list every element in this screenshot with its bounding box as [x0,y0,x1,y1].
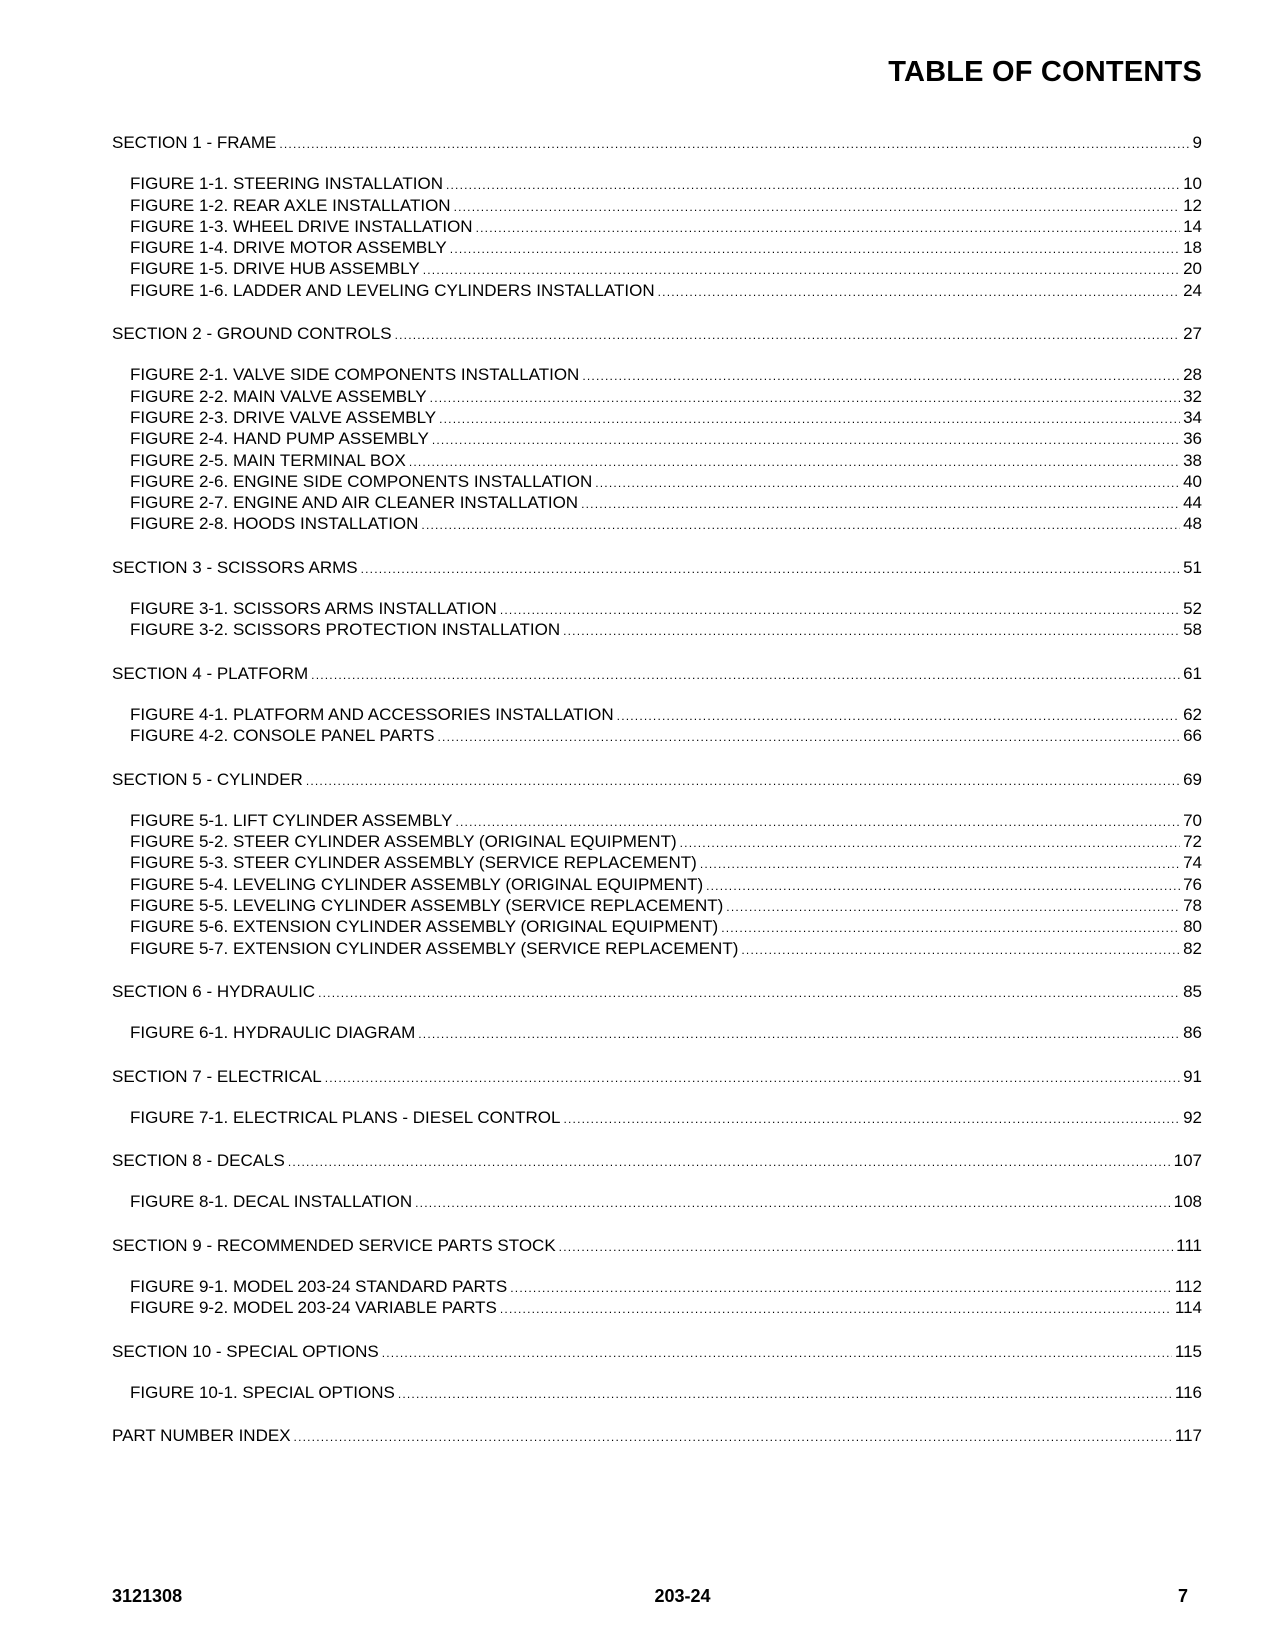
toc-entry-label: FIGURE 1-4. DRIVE MOTOR ASSEMBLY [130,238,447,258]
toc-entry-label: SECTION 2 - GROUND CONTROLS [112,324,392,344]
dot-leader [311,665,1180,686]
dot-leader [455,812,1180,833]
toc-entry-page: 27 [1183,324,1202,344]
toc-figure-entry[interactable] [112,173,1202,194]
toc-entry-page: 91 [1183,1066,1202,1086]
dot-leader [294,1427,1172,1448]
toc-entry-page: 66 [1183,726,1202,746]
toc-entry-page: 18 [1183,238,1202,258]
dot-leader [409,452,1180,473]
dot-leader [279,134,1189,155]
dot-leader [741,940,1180,961]
toc-figure-entry[interactable] [112,237,1202,258]
toc-entry-label: SECTION 3 - SCISSORS ARMS [112,557,358,577]
toc-entry-label: FIGURE 5-2. STEER CYLINDER ASSEMBLY (ORIGINAL EQUIPMENT) [130,832,677,852]
toc-figure-entry[interactable] [112,450,1202,471]
dot-leader [510,1278,1172,1299]
toc-entry-page: 117 [1174,1426,1202,1446]
toc-entry-label: FIGURE 1-5. DRIVE HUB ASSEMBLY [130,259,420,279]
toc-section-entry[interactable] [112,1235,1202,1256]
toc-entry-label: SECTION 8 - DECALS [112,1151,285,1171]
toc-entry-page: 38 [1183,450,1202,470]
toc-entry-page: 62 [1183,704,1202,724]
toc-section [112,557,1202,641]
toc-figure-entry[interactable] [112,386,1202,407]
toc-figure-entry[interactable] [112,258,1202,279]
toc-figure-entry[interactable] [112,428,1202,449]
toc-entry-page: 20 [1183,259,1202,279]
toc-entry-label: SECTION 4 - PLATFORM [112,663,309,683]
toc-entry-page: 9 [1192,133,1202,152]
dot-leader [582,366,1180,387]
dot-leader [617,706,1180,727]
dot-leader [421,515,1180,536]
dot-leader [563,1109,1180,1130]
toc-figure-entry[interactable] [112,1297,1202,1318]
toc-entry-page: 34 [1183,407,1202,427]
dot-leader [658,282,1180,303]
toc-entry-label: SECTION 7 - ELECTRICAL [112,1066,322,1086]
toc-entry-label: FIGURE 8-1. DECAL INSTALLATION [130,1192,413,1212]
toc-figure-entry[interactable] [112,280,1202,301]
toc-entry-page: 108 [1173,1192,1202,1212]
table-of-contents [112,132,1202,1468]
dot-leader [680,833,1180,854]
toc-entry-page: 36 [1183,429,1202,449]
dot-leader [432,430,1180,451]
toc-entry-label: FIGURE 2-5. MAIN TERMINAL BOX [130,450,406,470]
toc-entry-page: 28 [1183,365,1202,385]
toc-figure-entry[interactable] [112,916,1202,937]
toc-section [112,1425,1202,1446]
toc-entry-label: FIGURE 5-7. EXTENSION CYLINDER ASSEMBLY (SERVICE REPLACEMENT) [130,938,739,958]
toc-entry-page: 44 [1183,493,1202,513]
toc-figure-entry[interactable] [112,492,1202,513]
toc-entry-label: FIGURE 5-6. EXTENSION CYLINDER ASSEMBLY (ORIGINAL EQUIPMENT) [130,917,719,937]
toc-entry-label: FIGURE 1-2. REAR AXLE INSTALLATION [130,195,451,215]
toc-section [112,981,1202,1044]
page-title: TABLE OF CONTENTS [888,56,1202,88]
toc-section [112,1341,1202,1404]
dot-leader [726,897,1180,918]
toc-figure-entry[interactable] [112,1107,1202,1128]
toc-section [112,663,1202,747]
toc-entry-label: FIGURE 9-1. MODEL 203-24 STANDARD PARTS [130,1276,508,1296]
toc-entry-label: FIGURE 5-5. LEVELING CYLINDER ASSEMBLY (SERVICE REPLACEMENT) [130,896,724,916]
toc-figure-entry[interactable] [112,852,1202,873]
toc-entry-page: 70 [1183,810,1202,830]
toc-entry-page: 82 [1183,938,1202,958]
dot-leader [581,494,1180,515]
toc-entry-label: FIGURE 3-1. SCISSORS ARMS INSTALLATION [130,599,497,619]
toc-entry-page: 24 [1183,280,1202,300]
toc-entry-label: SECTION 9 - RECOMMENDED SERVICE PARTS STOCK [112,1235,556,1255]
toc-entry-label: FIGURE 1-1. STEERING INSTALLATION [130,174,443,194]
toc-figure-entry[interactable] [112,195,1202,216]
dot-leader [430,388,1180,409]
toc-section-entry[interactable] [112,981,1202,1002]
toc-figure-entry[interactable] [112,938,1202,959]
toc-entry-label: FIGURE 6-1. HYDRAULIC DIAGRAM [130,1023,416,1043]
dot-leader [500,1299,1172,1320]
toc-entry-page: 111 [1176,1235,1202,1255]
dot-leader [382,1343,1172,1364]
toc-section [112,1066,1202,1129]
dot-leader [446,175,1180,196]
dot-leader [439,409,1180,430]
dot-leader [423,260,1180,281]
dot-leader [398,1384,1172,1405]
toc-entry-label: SECTION 5 - CYLINDER [112,769,303,789]
dot-leader [438,727,1181,748]
toc-figure-entry[interactable] [112,704,1202,725]
toc-entry-label: SECTION 1 - FRAME [112,133,277,152]
page-number: 7 [1177,1586,1188,1606]
toc-section [112,769,1202,959]
toc-entry-page: 58 [1183,620,1202,640]
toc-entry-label: SECTION 10 - SPECIAL OPTIONS [112,1341,379,1361]
toc-entry-label: FIGURE 2-7. ENGINE AND AIR CLEANER INSTALLATION [130,493,579,513]
toc-figure-entry[interactable] [112,1382,1202,1403]
dot-leader [595,473,1180,494]
toc-entry-label: FIGURE 2-6. ENGINE SIDE COMPONENTS INSTALLATION [130,471,593,491]
dot-leader [559,1237,1174,1258]
toc-entry-page: 69 [1183,769,1202,789]
dot-leader [318,983,1180,1004]
toc-section [112,1150,1202,1213]
dot-leader [361,559,1180,580]
toc-section-entry[interactable] [112,132,1202,153]
toc-figure-entry[interactable] [112,1191,1202,1212]
dot-leader [476,218,1180,239]
toc-entry-page: 114 [1174,1298,1202,1318]
toc-figure-entry[interactable] [112,1276,1202,1297]
toc-section [112,132,1202,301]
document-number: 3121308 [112,1586,183,1606]
toc-entry-page: 116 [1174,1382,1202,1402]
toc-entry-page: 112 [1174,1276,1202,1296]
dot-leader [721,918,1180,939]
toc-section-entry[interactable] [112,769,1202,790]
toc-entry-page: 107 [1173,1151,1202,1171]
toc-entry-page: 92 [1183,1107,1202,1127]
toc-entry-label: FIGURE 4-1. PLATFORM AND ACCESSORIES INSTALLATION [130,704,614,724]
dot-leader [700,854,1180,875]
toc-entry-label: FIGURE 2-2. MAIN VALVE ASSEMBLY [130,386,427,406]
toc-entry-page: 72 [1183,832,1202,852]
toc-figure-entry[interactable] [112,725,1202,746]
toc-entry-page: 14 [1183,216,1202,236]
toc-entry-page: 80 [1183,917,1202,937]
toc-figure-entry[interactable] [112,895,1202,916]
dot-leader [418,1024,1180,1045]
toc-entry-page: 48 [1183,514,1202,534]
toc-section-entry[interactable] [112,323,1202,344]
toc-entry-page: 74 [1183,853,1202,873]
toc-entry-label: FIGURE 10-1. SPECIAL OPTIONS [130,1382,395,1402]
toc-entry-label: PART NUMBER INDEX [112,1426,291,1446]
toc-figure-entry[interactable] [112,619,1202,640]
dot-leader [395,325,1180,346]
dot-leader [706,876,1180,897]
toc-figure-entry[interactable] [112,1022,1202,1043]
dot-leader [450,239,1180,260]
dot-leader [325,1068,1180,1089]
toc-entry-label: FIGURE 2-3. DRIVE VALVE ASSEMBLY [130,407,437,427]
toc-entry-page: 52 [1183,599,1202,619]
toc-entry-label: FIGURE 1-3. WHEEL DRIVE INSTALLATION [130,216,473,236]
toc-entry-label: FIGURE 1-6. LADDER AND LEVELING CYLINDERS INSTALLATION [130,280,655,300]
toc-entry-page: 86 [1183,1023,1202,1043]
toc-entry-label: FIGURE 5-1. LIFT CYLINDER ASSEMBLY [130,810,453,830]
toc-entry-label: FIGURE 5-3. STEER CYLINDER ASSEMBLY (SERVICE REPLACEMENT) [130,853,697,873]
dot-leader [306,771,1180,792]
toc-section-entry[interactable] [112,663,1202,684]
toc-figure-entry[interactable] [112,471,1202,492]
toc-section-entry[interactable] [112,557,1202,578]
toc-entry-page: 10 [1183,174,1202,194]
toc-figure-entry[interactable] [112,216,1202,237]
toc-entry-label: SECTION 6 - HYDRAULIC [112,981,316,1001]
toc-entry-page: 115 [1174,1341,1202,1361]
toc-section-entry[interactable] [112,1066,1202,1087]
toc-figure-entry[interactable] [112,810,1202,831]
toc-figure-entry[interactable] [112,598,1202,619]
toc-entry-label: FIGURE 9-2. MODEL 203-24 VARIABLE PARTS [130,1298,497,1318]
toc-entry-label: FIGURE 2-8. HOODS INSTALLATION [130,514,419,534]
toc-figure-entry[interactable] [112,831,1202,852]
toc-entry-page: 40 [1183,471,1202,491]
dot-leader [415,1193,1170,1214]
toc-entry-label: FIGURE 3-2. SCISSORS PROTECTION INSTALLATION [130,620,561,640]
toc-entry-page: 76 [1183,874,1202,894]
toc-section [112,1235,1202,1319]
toc-entry-label: FIGURE 2-4. HAND PUMP ASSEMBLY [130,429,429,449]
dot-leader [288,1152,1171,1173]
toc-entry-page: 61 [1183,663,1202,683]
toc-entry-label: FIGURE 7-1. ELECTRICAL PLANS - DIESEL CONTROL [130,1107,561,1127]
toc-entry-page: 12 [1183,195,1202,215]
toc-section [112,323,1202,535]
toc-section-entry[interactable] [112,1425,1202,1446]
toc-entry-page: 32 [1183,386,1202,406]
dot-leader [563,621,1180,642]
toc-section-entry[interactable] [112,1150,1202,1171]
model-number: 203-24 [654,1586,711,1606]
toc-entry-label: FIGURE 4-2. CONSOLE PANEL PARTS [130,726,435,746]
toc-entry-label: FIGURE 5-4. LEVELING CYLINDER ASSEMBLY (ORIGINAL EQUIPMENT) [130,874,704,894]
dot-leader [500,600,1180,621]
toc-entry-page: 78 [1183,896,1202,916]
dot-leader [454,197,1181,218]
toc-entry-page: 85 [1183,981,1202,1001]
toc-entry-label: FIGURE 2-1. VALVE SIDE COMPONENTS INSTALLATION [130,365,580,385]
toc-figure-entry[interactable] [112,513,1202,534]
toc-figure-entry[interactable] [112,874,1202,895]
toc-entry-page: 51 [1183,557,1202,577]
toc-section-entry[interactable] [112,1341,1202,1362]
toc-figure-entry[interactable] [112,364,1202,385]
toc-figure-entry[interactable] [112,407,1202,428]
